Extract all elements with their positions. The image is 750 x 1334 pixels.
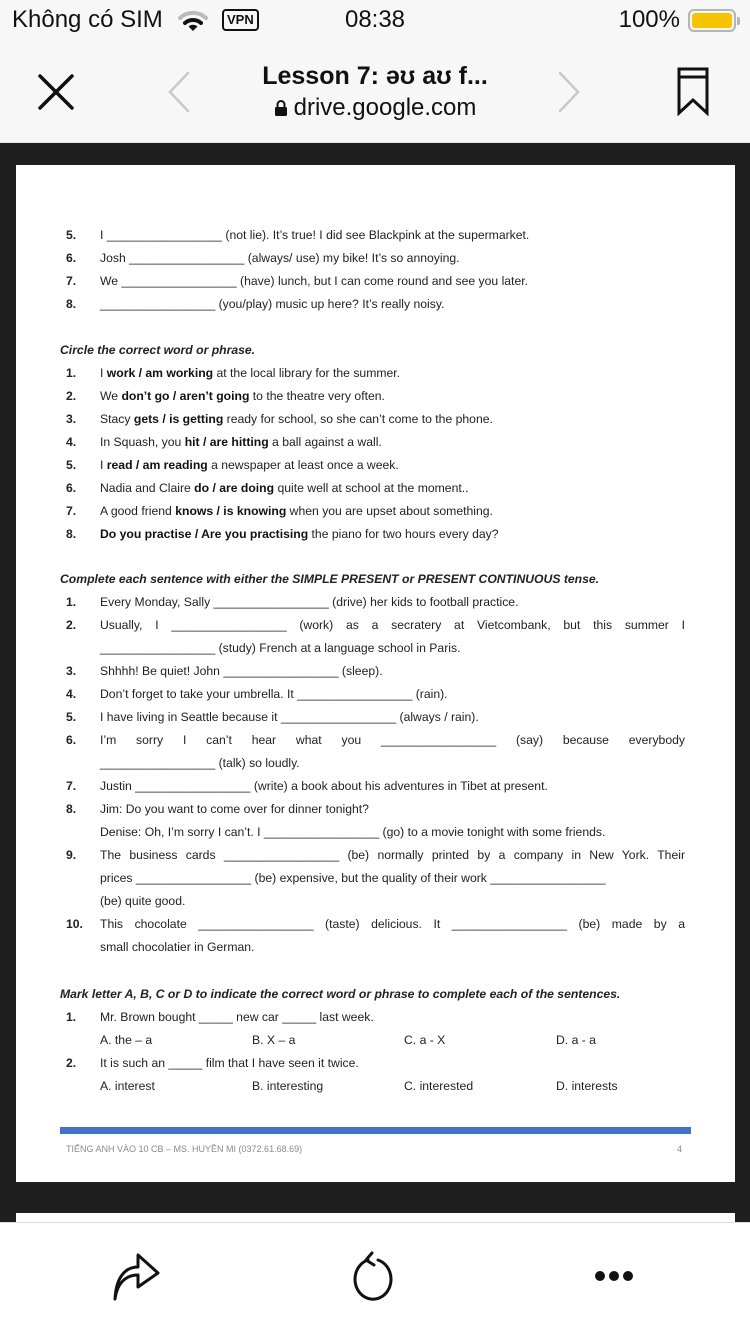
mcq-option[interactable]: A. interest xyxy=(100,1079,155,1093)
list-item: prices _________________ (be) expensive, but the quality of their work _________________ xyxy=(100,871,606,885)
list-item: 1. I work / am working at the local library for the summer. xyxy=(16,363,735,383)
list-item: _________________ (study) French at a language school in Paris. xyxy=(100,641,461,655)
list-item: 6. Nadia and Claire do / are doing quite well at school at the moment.. xyxy=(16,478,735,498)
bottom-toolbar xyxy=(0,1222,750,1334)
list-item: 9. The business cards _________________ (be) normally printed by a company in New York. Their xyxy=(66,848,685,862)
sentence: I work / am working at the local library for the summer. xyxy=(100,366,401,380)
list-item: 3. Stacy gets / is getting ready for school, so she can’t come to the phone. xyxy=(16,409,735,429)
section-heading: Circle the correct word or phrase. xyxy=(60,343,256,357)
mcq-option[interactable]: A. the – a xyxy=(100,1033,153,1047)
list-item: Denise: Oh, I’m sorry I can’t. I _________________ (go) to a movie tonight with some friends. xyxy=(100,825,606,839)
list-item: 3. Shhhh! Be quiet! John _________________ (sleep). xyxy=(66,664,383,678)
list-item: 8. _________________ (you/play) music up here? It’s really noisy. xyxy=(66,297,445,311)
list-item: small chocolatier in German. xyxy=(100,940,255,954)
mcq-option[interactable]: C. interested xyxy=(404,1079,474,1093)
url-text: drive.google.com xyxy=(293,94,477,121)
mcq-question: 1. Mr. Brown bought _____ new car _____ last week. xyxy=(66,1010,374,1024)
status-bar xyxy=(0,0,750,42)
refresh-icon[interactable] xyxy=(350,1251,398,1303)
section-heading: Mark letter A, B, C or D to indicate the correct word or phrase to complete each of the sentences. xyxy=(60,987,621,1001)
sentence: I read / am reading a newspaper at least once a week. xyxy=(100,458,399,472)
page-title: Lesson 7: əʊ aʊ f... xyxy=(262,62,488,90)
vpn-badge: VPN xyxy=(222,9,259,31)
sentence: Nadia and Claire do / are doing quite well at school at the moment.. xyxy=(100,481,469,495)
url-label[interactable] xyxy=(0,94,750,122)
document-page xyxy=(16,165,735,1182)
more-icon[interactable] xyxy=(594,1269,634,1283)
page-number: 4 xyxy=(677,1144,683,1154)
browser-nav-bar xyxy=(0,42,750,143)
wifi-icon xyxy=(178,10,208,32)
mcq-option[interactable]: C. a - X xyxy=(404,1033,446,1047)
list-item: 5. I have living in Seattle because it _________________ (always / rain). xyxy=(66,710,479,724)
mcq-option[interactable]: B. interesting xyxy=(252,1079,324,1093)
list-item: _________________ (talk) so loudly. xyxy=(100,756,300,770)
list-item: 7. Justin _________________ (write) a book about his adventures in Tibet at present. xyxy=(66,779,548,793)
list-item: 8. Jim: Do you want to come over for dinner tonight? xyxy=(66,802,369,816)
clock: 08:38 xyxy=(344,6,406,33)
choice-phrase[interactable]: Do you practise / Are you practising xyxy=(100,527,309,541)
list-item: 4. Don’t forget to take your umbrella. It _________________ (rain). xyxy=(66,687,448,701)
choice-phrase[interactable]: read / am reading xyxy=(106,458,208,472)
mcq-option[interactable]: D. interests xyxy=(556,1079,618,1093)
list-item: 7. We _________________ (have) lunch, but I can come round and see you later. xyxy=(66,274,528,288)
share-icon[interactable] xyxy=(108,1253,162,1303)
list-item: 5. I _________________ (not lie). It’s true! I did see Blackpink at the supermarket. xyxy=(66,228,530,242)
list-item: 2. We don’t go / aren’t going to the theatre very often. xyxy=(16,386,735,406)
mcq-option[interactable]: B. X – a xyxy=(252,1033,296,1047)
battery-level xyxy=(692,13,732,28)
choice-phrase[interactable]: do / are doing xyxy=(194,481,275,495)
bookmark-icon[interactable] xyxy=(676,66,710,116)
sentence: A good friend knows / is knowing when you are upset about something. xyxy=(100,504,493,518)
list-item: 10. This chocolate _________________ (taste) delicious. It _________________ (be) made by a xyxy=(66,917,685,931)
choice-phrase[interactable]: knows / is knowing xyxy=(175,504,287,518)
lock-icon xyxy=(274,100,288,116)
mcq-options xyxy=(16,1030,735,1050)
section-heading: Complete each sentence with either the SIMPLE PRESENT or PRESENT CONTINUOUS tense. xyxy=(60,572,600,586)
list-item: 8. Do you practise / Are you practising the piano for two hours every day? xyxy=(16,524,735,544)
sentence: We don’t go / aren’t going to the theatre very often. xyxy=(100,389,385,403)
list-item: 6. Josh _________________ (always/ use) my bike! It’s so annoying. xyxy=(66,251,460,265)
choice-phrase[interactable]: work / am working xyxy=(106,366,214,380)
list-item: 4. In Squash, you hit / are hitting a ball against a wall. xyxy=(16,432,735,452)
list-item: 2. Usually, I _________________ (work) as a secratery at Vietcombank, but this summer I xyxy=(66,618,685,632)
list-item: (be) quite good. xyxy=(100,894,186,908)
battery-icon xyxy=(688,9,736,32)
list-item: 1. Every Monday, Sally _________________ (drive) her kids to football practice. xyxy=(66,595,519,609)
sentence: Stacy gets / is getting ready for school, so she can’t come to the phone. xyxy=(100,412,493,426)
choice-phrase[interactable]: gets / is getting xyxy=(133,412,224,426)
footer-rule xyxy=(60,1127,691,1134)
mcq-options xyxy=(16,1076,735,1096)
sentence: Do you practise / Are you practising the piano for two hours every day? xyxy=(100,527,499,541)
list-item: 6. I’m sorry I can’t hear what you _________________ (say) because everybody xyxy=(66,733,685,747)
document-viewer[interactable] xyxy=(0,143,750,1220)
choice-phrase[interactable]: don’t go / aren’t going xyxy=(121,389,250,403)
mcq-question: 2. It is such an _____ film that I have seen it twice. xyxy=(66,1056,359,1070)
footer-text: TIẾNG ANH VÀO 10 CB – MS. HUYỀN MI (0372.61.68.69) xyxy=(66,1144,303,1154)
list-item: 5. I read / am reading a newspaper at least once a week. xyxy=(16,455,735,475)
battery-percent: 100% xyxy=(618,6,680,33)
carrier-label: Không có SIM xyxy=(12,6,163,33)
mcq-option[interactable]: D. a - a xyxy=(556,1033,596,1047)
list-item: 7. A good friend knows / is knowing when you are upset about something. xyxy=(16,501,735,521)
sentence: In Squash, you hit / are hitting a ball against a wall. xyxy=(100,435,382,449)
forward-chevron-icon[interactable] xyxy=(556,70,582,114)
choice-phrase[interactable]: hit / are hitting xyxy=(184,435,269,449)
